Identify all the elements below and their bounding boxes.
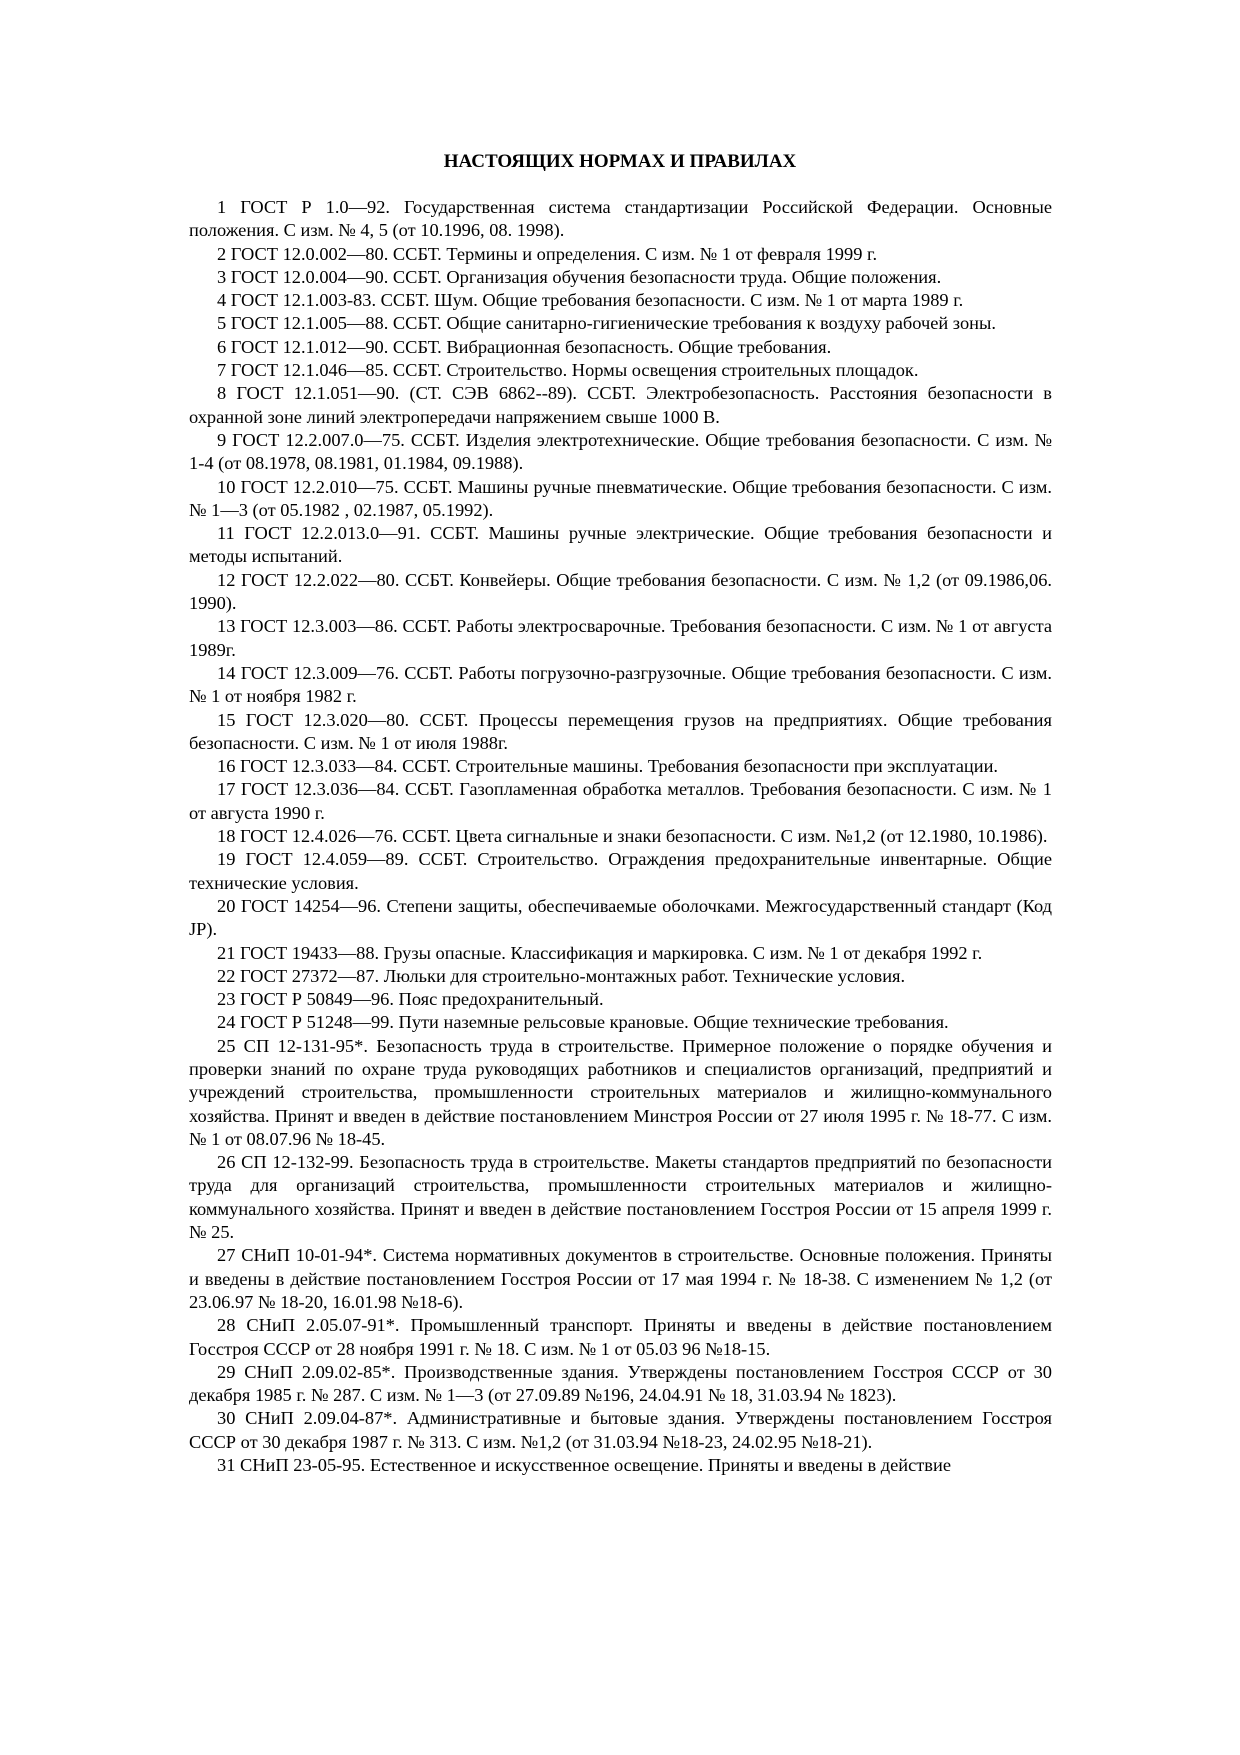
reference-item: 23 ГОСТ Р 50849—96. Пояс предохранительный. — [217, 989, 604, 1010]
reference-item: 1 ГОСТ Р 1.0—92. Государственная система стандартизации Российской Федерации. Основные положения. С изм. № 4, 5 (от 10.1996, 08. 1998). — [189, 197, 1052, 241]
reference-item: 16 ГОСТ 12.3.033—84. ССБТ. Строительные машины. Требования безопасности при эксплуатации. — [217, 756, 999, 777]
reference-item: 31 СНиП 23-05-95. Естественное и искусственное освещение. Приняты и введены в действие — [217, 1455, 952, 1476]
reference-item: 26 СП 12-132-99. Безопасность труда в строительстве. Макеты стандартов предприятий по безопасности труда для организаций строительства, промышленности строительных материалов и жилищно-коммунального хозяйства. Принят и введен в действие постановлением Госстроя России от 15 апреля 1999 г. № 25. — [189, 1152, 1052, 1243]
reference-item: 21 ГОСТ 19433—88. Грузы опасные. Классификация и маркировка. С изм. № 1 от декабря 1992 г. — [217, 942, 983, 963]
reference-list — [189, 196, 1052, 1477]
reference-item: 28 СНиП 2.05.07-91*. Промышленный транспорт. Приняты и введены в действие постановлением Госстроя СССР от 28 ноября 1991 г. № 18. С изм. № 1 от 05.03 96 №18-15. — [189, 1315, 1052, 1359]
reference-item: 8 ГОСТ 12.1.051—90. (СТ. СЭВ 6862--89). ССБТ. Электробезопасность. Расстояния безопасности в охранной зоне линий электропередачи напряжением свыше 1000 В. — [189, 383, 1052, 427]
reference-item: 27 СНиП 10-01-94*. Система нормативных документов в строительстве. Основные положения. Приняты и введены в действие постановлением Госстроя России от 17 мая 1994 г. № 18-38. С изменением № 1,2 (от 23.06.97 № 18-20, 16.01.98 №18-6). — [189, 1245, 1052, 1312]
reference-item: 2 ГОСТ 12.0.002—80. ССБТ. Термины и определения. С изм. № 1 от февраля 1999 г. — [217, 243, 878, 264]
reference-item: 20 ГОСТ 14254—96. Степени защиты, обеспечиваемые оболочками. Межгосударственный стандарт (Код JP). — [189, 895, 1052, 940]
reference-item: 14 ГОСТ 12.3.009—76. ССБТ. Работы погрузочно-разгрузочные. Общие требования безопасности. С изм. № 1 от ноября 1982 г. — [189, 662, 1052, 707]
reference-item: 29 СНиП 2.09.02-85*. Производственные здания. Утверждены постановлением Госстроя СССР от 30 декабря 1985 г. № 287. С изм. № 1—3 (от 27.09.89 №196, 24.04.91 № 18, 31.03.94 № 1823). — [189, 1361, 1052, 1406]
reference-item: 18 ГОСТ 12.4.026—76. ССБТ. Цвета сигнальные и знаки безопасности. С изм. №1,2 (от 12.1980, 10.1986). — [217, 826, 1048, 847]
reference-item: 22 ГОСТ 27372—87. Люльки для строительно-монтажных работ. Технические условия. — [217, 965, 906, 986]
reference-item: 24 ГОСТ Р 51248—99. Пути наземные рельсовые крановые. Общие технические требования. — [217, 1012, 949, 1033]
reference-item: 5 ГОСТ 12.1.005—88. ССБТ. Общие санитарно-гигиенические требования к воздуху рабочей зоны. — [217, 313, 996, 334]
reference-item: 10 ГОСТ 12.2.010—75. ССБТ. Машины ручные пневматические. Общие требования безопасности. С изм. № 1—3 (от 05.1982 , 02.1987, 05.1992). — [189, 476, 1052, 520]
reference-item: 7 ГОСТ 12.1.046—85. ССБТ. Строительство. Нормы освещения строительных площадок. — [217, 360, 919, 381]
reference-item: 11 ГОСТ 12.2.013.0—91. ССБТ. Машины ручные электрические. Общие требования безопасности и методы испытаний. — [189, 523, 1052, 567]
reference-item: 30 СНиП 2.09.04-87*. Административные и бытовые здания. Утверждены постановлением Госстроя СССР от 30 декабря 1987 г. № 313. С изм. №1,2 (от 31.03.94 №18-23, 24.02.95 №18-21). — [189, 1408, 1052, 1452]
reference-item: 4 ГОСТ 12.1.003-83. ССБТ. Шум. Общие требования безопасности. С изм. № 1 от марта 1989 г. — [217, 290, 964, 311]
reference-item: 3 ГОСТ 12.0.004—90. ССБТ. Организация обучения безопасности труда. Общие положения. — [217, 266, 942, 287]
reference-item: 15 ГОСТ 12.3.020—80. ССБТ. Процессы перемещения грузов на предприятиях. Общие требования безопасности. С изм. № 1 от июля 1988г. — [189, 709, 1052, 753]
reference-item: 6 ГОСТ 12.1.012—90. ССБТ. Вибрационная безопасность. Общие требования. — [217, 336, 832, 357]
reference-item: 13 ГОСТ 12.3.003—86. ССБТ. Работы электросварочные. Требования безопасности. С изм. № 1 от августа 1989г. — [189, 616, 1052, 660]
reference-item: 9 ГОСТ 12.2.007.0—75. ССБТ. Изделия электротехнические. Общие требования безопасности. С изм. № 1-4 (от 08.1978, 08.1981, 01.1984, 09.1988). — [189, 429, 1052, 474]
reference-item: 25 СП 12-131-95*. Безопасность труда в строительстве. Примерное положение о порядке обучения и проверки знаний по охране труда руководящих работников и специалистов организаций, предприятий и учреждений строительства, промышленности строительных материалов и жилищно-коммунального хозяйства. Принят и введен в действие постановлением Минстроя России от 27 июля 1995 г. № 18-77. С изм. № 1 от 08.07.96 № 18-45. — [189, 1035, 1052, 1149]
reference-item: 19 ГОСТ 12.4.059—89. ССБТ. Строительство. Ограждения предохранительные инвентарные. Общие технические условия. — [189, 849, 1052, 893]
reference-item: 12 ГОСТ 12.2.022—80. ССБТ. Конвейеры. Общие требования безопасности. С изм. № 1,2 (от 09.1986,06. 1990). — [189, 569, 1052, 614]
reference-item: 17 ГОСТ 12.3.036—84. ССБТ. Газопламенная обработка металлов. Требования безопасности. С изм. № 1 от августа 1990 г. — [189, 779, 1052, 823]
page-title: НАСТОЯЩИХ НОРМАХ И ПРАВИЛАХ — [443, 151, 797, 172]
